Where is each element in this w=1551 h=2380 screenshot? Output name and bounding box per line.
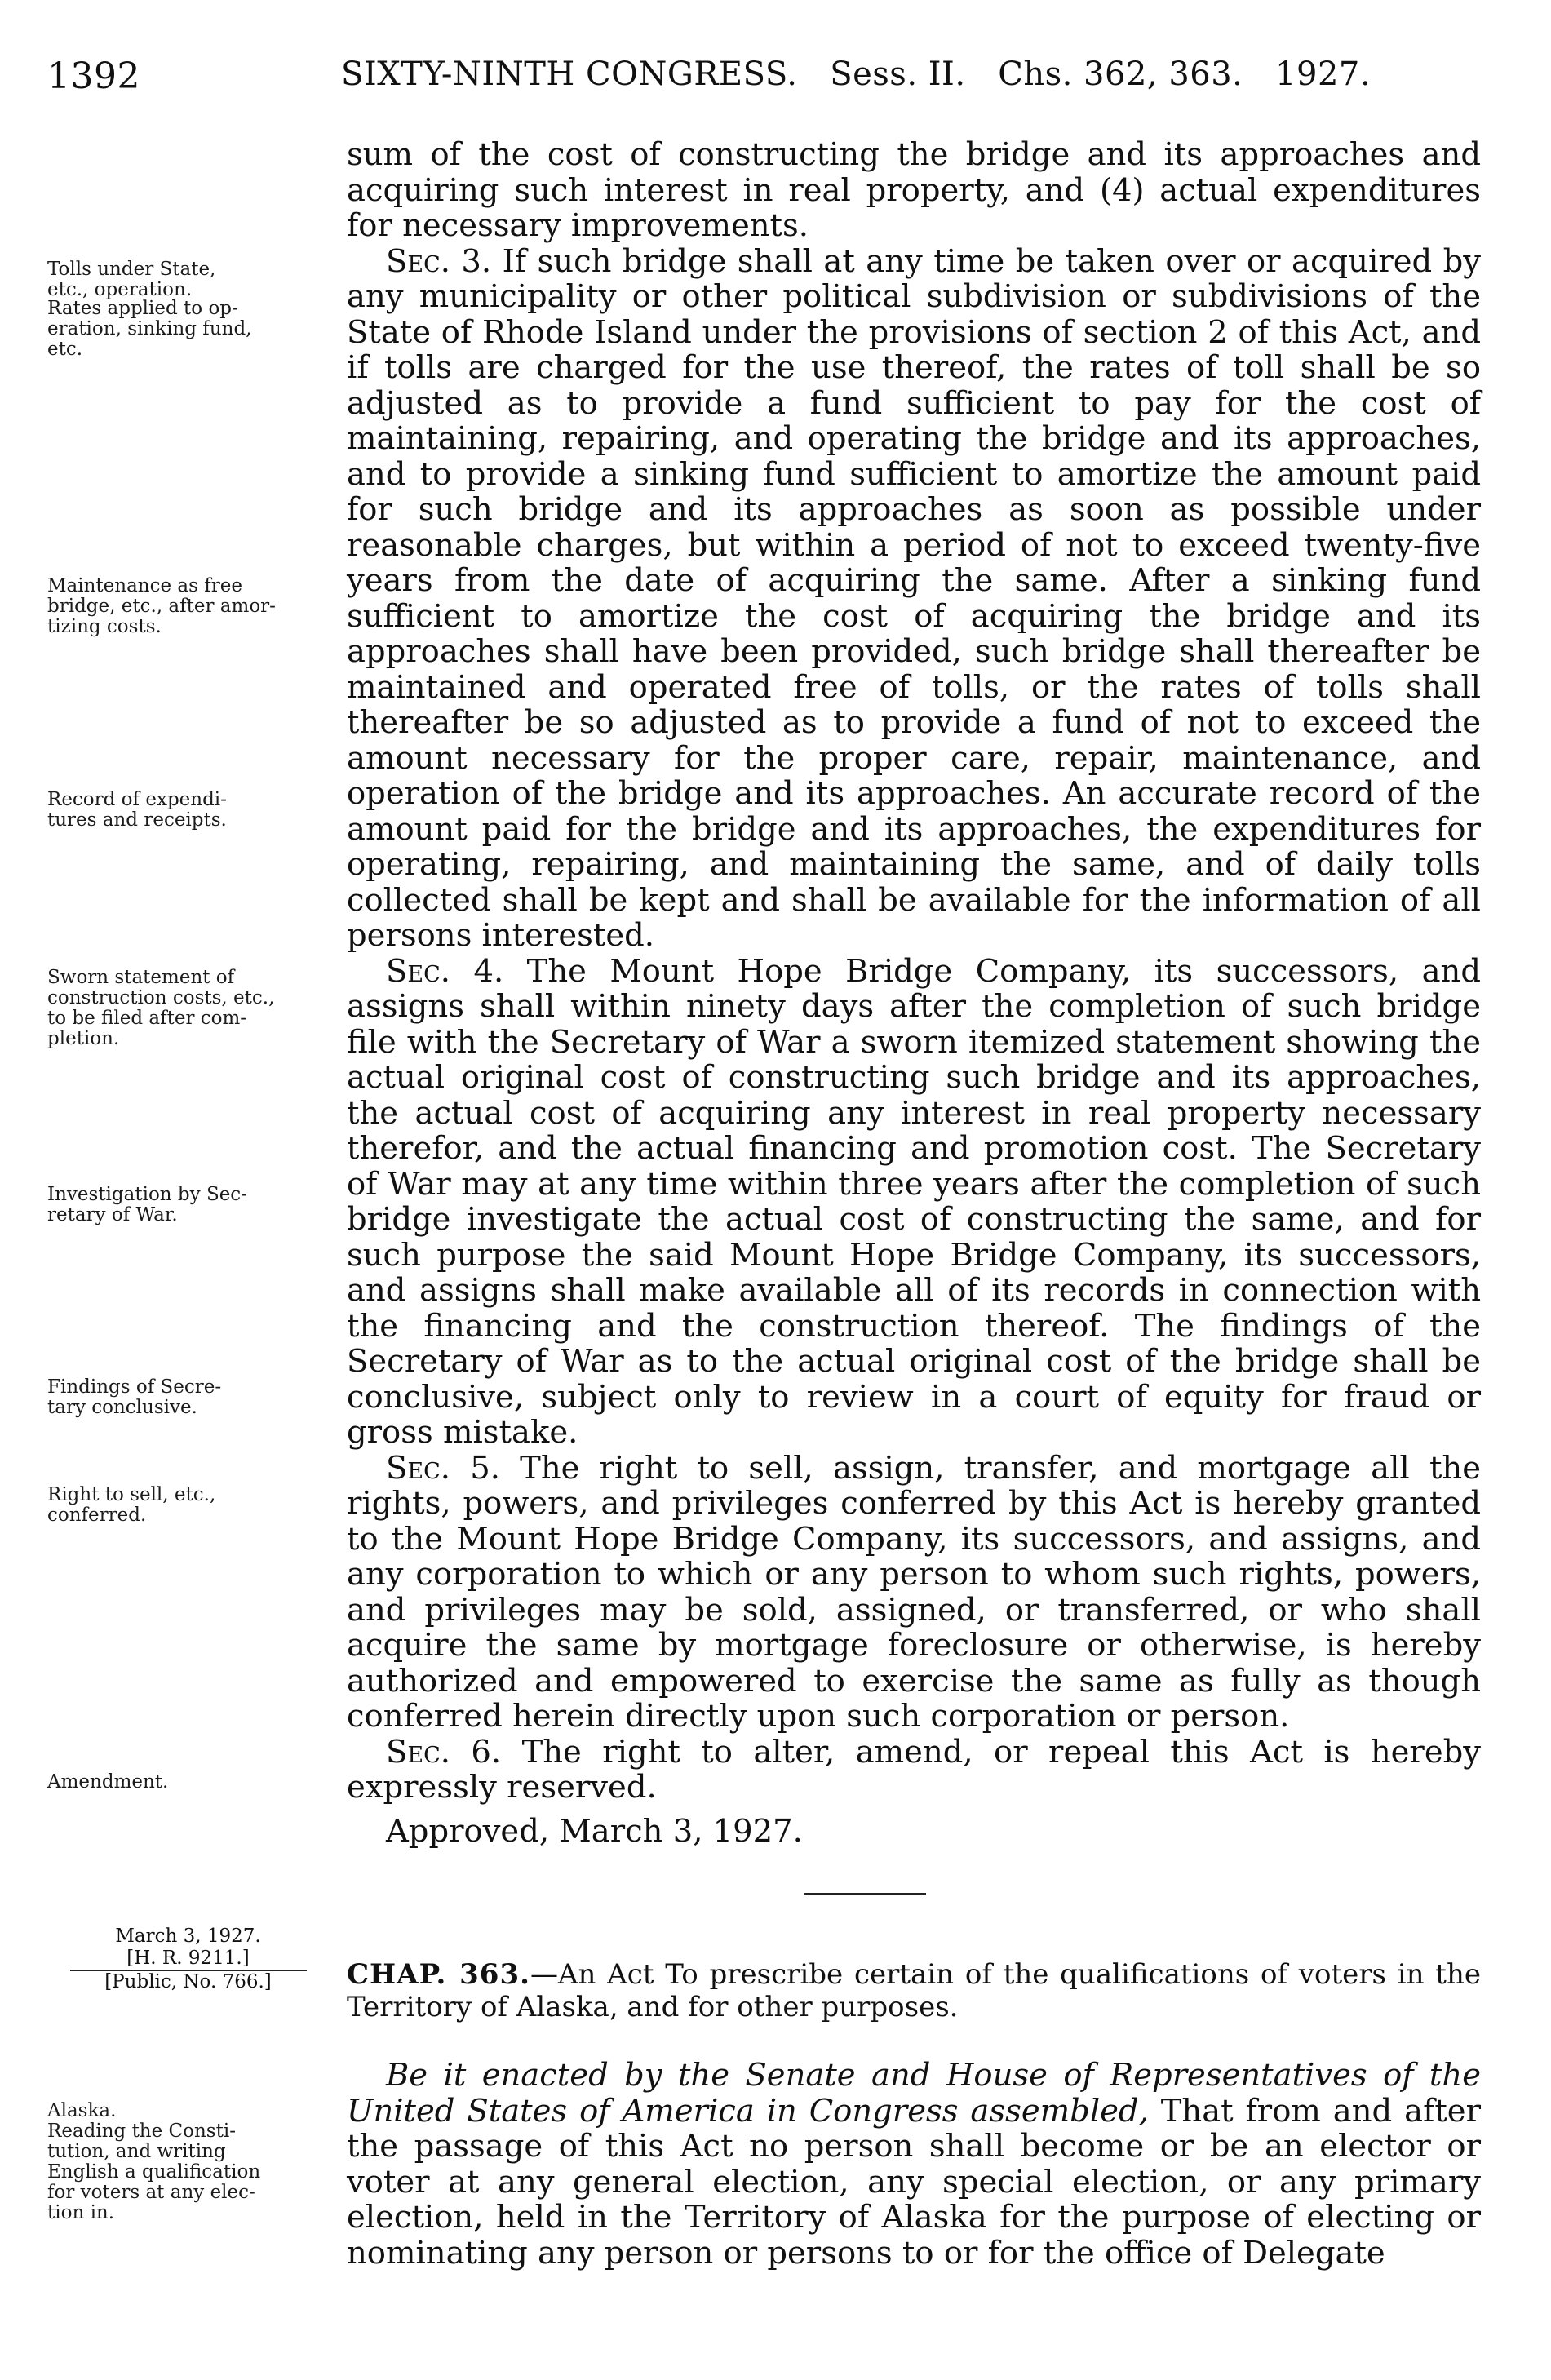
chapter-description: —An Act To prescribe certain of the qualifications of voters in the Territory of Alaska, and for other purposes. (347, 1958, 1481, 2023)
margin-note-record: Record of expendi- tures and receipts. (47, 789, 227, 831)
section-6-text: The right to alter, amend, or repeal this Act is hereby expressly reserved. (347, 1733, 1482, 1806)
session-label: Sess. II. (830, 55, 966, 93)
margin-note-rates: Rates applied to op- eration, sinking fund, etc. (47, 298, 252, 360)
body-text (347, 137, 1481, 1849)
margin-note-alaska: Alaska. Reading the Consti- tution, and writing English a qualification for voters at any elec- tion in. (47, 2100, 261, 2223)
chapter-label: CHAP. 363. (347, 1958, 530, 1991)
chapter-date: March 3, 1927. (115, 1926, 261, 1947)
bill-number: [H. R. 9211.] (126, 1948, 250, 1969)
margin-note-maintenance: Maintenance as free bridge, etc., after amor- tizing costs. (47, 575, 276, 637)
section-4-label: Sec. 4. (386, 952, 504, 990)
margin-note-findings: Findings of Secre- tary conclusive. (47, 1376, 222, 1418)
section-6-label: Sec. 6. (386, 1733, 502, 1771)
section-4 (347, 954, 1481, 1451)
section-6 (347, 1735, 1481, 1806)
chapter-363-title (347, 1958, 1481, 2023)
section-3 (347, 244, 1481, 954)
running-header (47, 47, 1483, 96)
year-label: 1927. (1275, 55, 1372, 93)
congress-title: SIXTY-NINTH CONGRESS. (341, 55, 798, 93)
section-3-text: If such bridge shall at any time be taken over or acquired by any municipality or other political subdivision or subdivisions of the State of Rhode Island under the provisions of section 2 of this Act, and if tolls are charged for the use thereof, the rates of toll shall be so adjusted as to provide a fund sufficient to pay for the cost of maintaining, repairing, and operating the bridge and its approaches, and to provide a sinking fund sufficient to amortize the amount paid for such bridge and its approaches as soon as possible under reasonable charges, but within a period of not to exceed twenty-five years from the date of acquiring the same. After a sinking fund sufficient to amortize the cost of acquiring the bridge and its approaches shall have been provided, such bridge shall thereafter be maintained and operated free of tolls, or the rates of tolls shall thereafter be so adjusted as to provide a fund of not to exceed the amount necessary for the proper care, repair, maintenance, and operation of the bridge and its approaches. An accurate record of the amount paid for the bridge and its approaches, the expenditures for operating, repairing, and maintaining the same, and of daily tolls collected shall be kept and shall be available for the information of all persons interested. (347, 242, 1481, 954)
section-5-label: Sec. 5. (386, 1449, 500, 1487)
enacting-paragraph (347, 2058, 1481, 2271)
approved-line: Approved, March 3, 1927. (386, 1812, 803, 1850)
margin-note-amendment: Amendment. (47, 1771, 169, 1793)
margin-note-sworn-statement: Sworn statement of construction costs, etc., to be filed after com- pletion. (47, 967, 275, 1049)
margin-note-investigation: Investigation by Sec- retary of War. (47, 1184, 247, 1225)
page-number: 1392 (47, 55, 140, 97)
section-4-text: The Mount Hope Bridge Company, its successors, and assigns shall within ninety days after the completion of such bridge file with the Secretary of War a sworn itemized statement showing the actual original cost of constructing such bridge and its approaches, the actual cost of acquiring any interest in real property necessary therefor, and the actual financing and promotion cost. The Secretary of War may at any time within three years after the completion of such bridge investigate the actual cost of constructing the same, and for such purpose the said Mount Hope Bridge Company, its successors, and assigns shall make available all of its records in connection with the financing and the construction thereof. The findings of the Secretary of War as to the actual original cost of the bridge shall be conclusive, subject only to review in a court of equity for fraud or gross mistake. (347, 952, 1481, 1451)
separator-rule (804, 1893, 926, 1895)
margin-note-tolls: Tolls under State, etc., operation. (47, 259, 216, 300)
public-law-number: [Public, No. 766.] (104, 1971, 272, 1992)
continuation-paragraph: sum of the cost of constructing the bridge and its approaches and acquiring such interest in real property, and (4) actual expenditures for necessary improvements. (347, 136, 1481, 244)
running-head (341, 55, 1371, 93)
section-5-text: The right to sell, assign, transfer, and mortgage all the rights, powers, and privileges conferred by this Act is hereby granted to the Mount Hope Bridge Company, its successors, and assigns, and any corporation to which or any person to whom such rights, powers, and privileges may be sold, assigned, or transferred, or who shall acquire the same by mortgage foreclosure or otherwise, is hereby authorized and empowered to exercise the same as fully as though conferred herein directly upon such corporation or person. (347, 1449, 1481, 1735)
enacting-clause: Be it enacted by the Senate and House of Representatives of the United States of America in Congress assembled, (347, 2057, 1481, 2130)
section-5 (347, 1451, 1481, 1735)
section-3-label: Sec. 3. (386, 242, 492, 280)
chapter-363-metadata (47, 1926, 329, 1993)
chapter-363-text: That from and after the passage of this Act no person shall become or be an elector or voter at any general election, any special election, or any primary election, held in the Territory of Alaska for the purpose of electing or nominating any person or persons to or for the office of Delegate (347, 2092, 1481, 2271)
chapter-363-body (347, 2058, 1481, 2271)
chapters-label: Chs. 362, 363. (998, 55, 1243, 93)
margin-note-right-to-sell: Right to sell, etc., conferred. (47, 1484, 216, 1526)
